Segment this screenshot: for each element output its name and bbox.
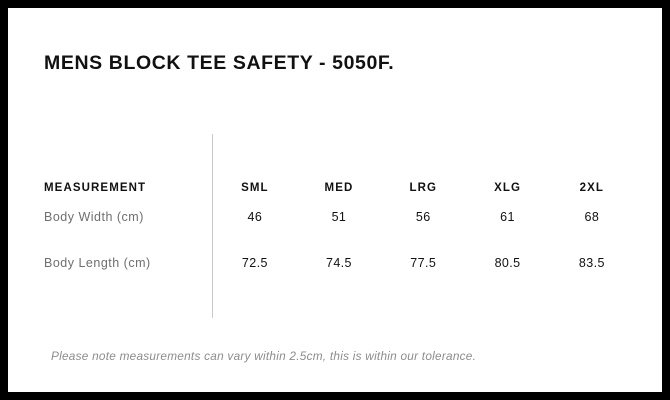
spacer-cell-2xl [550,286,634,318]
spacer-cell-xlg [465,286,549,318]
cell-body-length-med: 74.5 [325,256,352,270]
cell-body-length-xlg: 80.5 [494,256,521,270]
size-chart-page [8,8,662,392]
cell-body-length-2xl: 83.5 [578,256,605,270]
row-label-body-width: Body Width (cm) [44,210,144,224]
tolerance-note: Please note measurements can vary within 2.5cm, this is within our tolerance. [51,349,477,363]
table-head [44,134,634,194]
cell-body-width-med: 51 [331,210,347,224]
cell-body-length-lrg: 77.5 [410,256,437,270]
table-header-row [44,134,634,194]
size-chart-table [44,134,634,318]
size-chart-table-wrapper [44,134,634,318]
cell-body-width-sml: 46 [213,194,297,240]
spacer-cell-med [297,286,381,318]
spacer-cell-label [44,286,213,318]
column-header-measurement: MEASUREMENT [44,182,147,194]
spacer-cell-sml [213,286,297,318]
column-header-size-2xl: 2XL [579,182,605,194]
column-header-size-xlg: XLG [494,182,522,194]
cell-body-width-xlg: 61 [500,210,515,224]
row-label-body-length: Body Length (cm) [44,256,151,270]
spacer-cell-lrg [381,286,465,318]
table-body [44,194,634,318]
table-spacer-row [44,286,634,318]
column-header-size-med: MED [324,182,354,194]
column-header-size-lrg: LRG [409,182,438,194]
column-header-size-sml: SML [213,134,297,194]
cell-body-width-2xl: 68 [584,210,600,224]
table-row [44,194,634,240]
page-title: MENS BLOCK TEE SAFETY - 5050F. [44,52,395,74]
cell-body-width-lrg: 56 [415,210,431,224]
cell-body-length-sml: 72.5 [213,240,297,286]
table-row [44,240,634,286]
